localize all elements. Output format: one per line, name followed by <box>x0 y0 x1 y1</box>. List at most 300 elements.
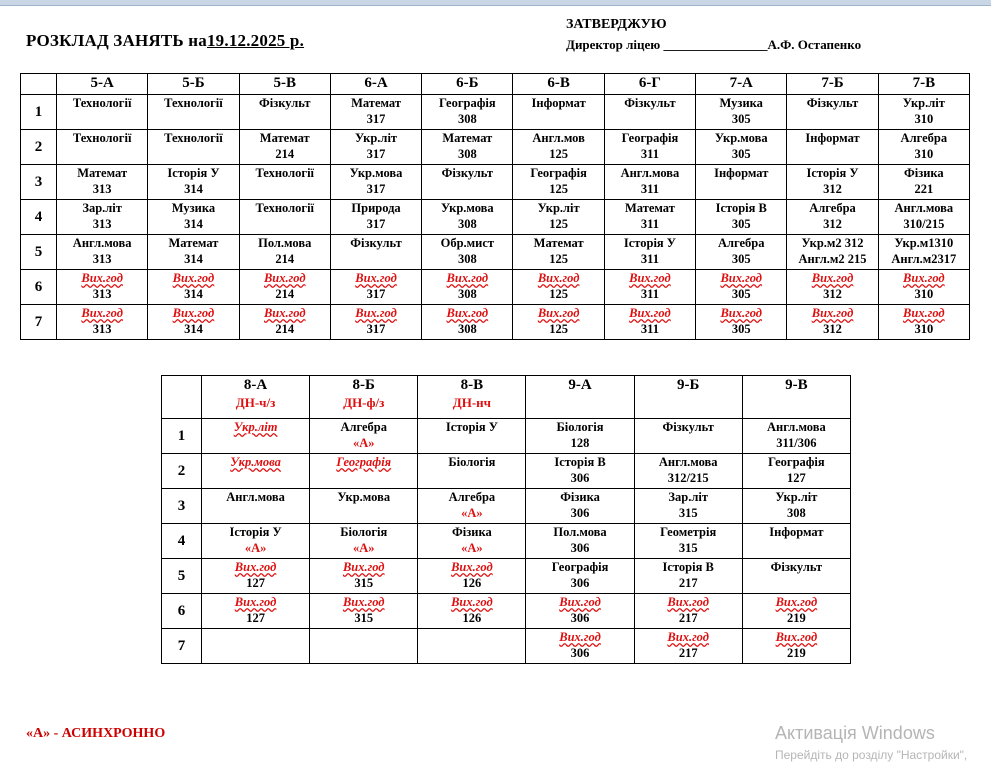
room-number: 313 <box>92 217 112 231</box>
room-number: 127 <box>246 611 265 625</box>
subject-name: Вих.год <box>559 595 601 609</box>
lesson-cell <box>787 270 878 305</box>
room-number: 308 <box>457 147 477 161</box>
subject-name: Зар.літ <box>82 201 122 215</box>
lesson-cell <box>634 419 742 454</box>
subject-name: Вих.год <box>537 306 580 320</box>
lesson-cell <box>239 200 330 235</box>
lesson-cell <box>526 629 634 664</box>
class-header: 7-Б <box>787 74 878 95</box>
room-number: 125 <box>549 252 568 266</box>
room-number: 317 <box>366 182 386 196</box>
subject-name: Укр.мова <box>440 201 494 215</box>
room-number: 314 <box>184 217 203 231</box>
room-number: 305 <box>731 112 751 126</box>
lesson-cell <box>526 594 634 629</box>
lesson-cell <box>148 95 239 130</box>
subject-name: Вих.год <box>355 271 397 285</box>
room-number: Англ.м2317 <box>891 252 957 266</box>
subject-name: Укр.літ <box>537 201 580 215</box>
lesson-cell <box>148 200 239 235</box>
lesson-cell <box>526 419 634 454</box>
lesson-cell <box>526 454 634 489</box>
room-number: 308 <box>457 287 477 301</box>
lesson-cell <box>513 200 604 235</box>
subject-name: Алгебра <box>809 201 856 215</box>
lesson-cell <box>634 489 742 524</box>
room-number: 312 <box>823 182 842 196</box>
subject-name: Технології <box>255 201 315 215</box>
lesson-cell <box>57 270 148 305</box>
subject-name: Історія У <box>445 420 498 434</box>
room-number: 306 <box>570 576 590 590</box>
lesson-cell <box>526 559 634 594</box>
page-title <box>26 31 304 51</box>
lesson-cell <box>604 235 695 270</box>
room-number: 128 <box>570 436 590 450</box>
subject-name: Інформат <box>531 96 586 110</box>
subject-name: Технології <box>164 96 223 110</box>
distance-learning-mode: ДН-ч/з <box>235 395 276 410</box>
table-row <box>162 454 851 489</box>
room-number: 305 <box>731 322 751 336</box>
room-number: 219 <box>787 646 806 660</box>
subject-name: Вих.год <box>811 306 854 320</box>
subject-name: Вих.год <box>811 271 854 285</box>
subject-name: Географія <box>768 455 825 469</box>
class-header <box>526 376 634 419</box>
room-number: 312 <box>823 287 842 301</box>
subject-name: Зар.літ <box>668 490 708 504</box>
lesson-cell <box>422 130 513 165</box>
room-number: «А» <box>352 541 375 555</box>
lesson-cell <box>310 629 418 664</box>
subject-name: Фізкульт <box>350 236 402 250</box>
subject-name: Вих.год <box>629 306 671 320</box>
subject-name: Природа <box>351 201 401 215</box>
title-date: 19.12.2025 р. <box>206 31 305 50</box>
subject-name: Пол.мова <box>258 236 312 250</box>
room-number: 214 <box>275 287 295 301</box>
subject-name: Вих.год <box>667 595 709 609</box>
lesson-cell <box>604 165 695 200</box>
lesson-cell <box>422 165 513 200</box>
lesson-cell <box>742 489 850 524</box>
subject-name: Англ.мова <box>226 490 285 504</box>
room-number: 306 <box>570 471 590 485</box>
room-number: 125 <box>549 287 568 301</box>
subject-name: Біологія <box>556 420 604 434</box>
lesson-cell <box>513 130 604 165</box>
lesson-cell <box>418 419 526 454</box>
lesson-cell <box>202 419 310 454</box>
room-number: 311 <box>640 252 659 266</box>
subject-name: Вих.год <box>720 306 763 320</box>
title-prefix: РОЗКЛАД ЗАНЯТЬ на <box>26 31 207 50</box>
room-number: 317 <box>366 147 386 161</box>
lesson-cell <box>418 524 526 559</box>
lesson-cell <box>787 235 878 270</box>
room-number: 214 <box>275 147 295 161</box>
lesson-cell <box>202 559 310 594</box>
subject-name: Технології <box>72 96 132 110</box>
subject-name: Географія <box>621 131 679 145</box>
lesson-cell <box>604 270 695 305</box>
subject-name: Математ <box>351 96 401 110</box>
room-number: 310/215 <box>903 217 945 231</box>
subject-name: Фізика <box>903 166 944 180</box>
subject-name: Вих.год <box>81 306 123 320</box>
subject-name: Вих.год <box>234 560 277 574</box>
lesson-cell <box>418 629 526 664</box>
class-header: 5-Б <box>148 74 239 95</box>
lesson-number: 7 <box>162 629 202 664</box>
lesson-cell <box>239 95 330 130</box>
lesson-cell <box>57 165 148 200</box>
lesson-cell <box>878 165 969 200</box>
subject-name: Вих.год <box>451 560 493 574</box>
room-number: 306 <box>570 646 590 660</box>
subject-name: Англ.мова <box>894 201 954 215</box>
lesson-cell <box>57 130 148 165</box>
lesson-cell <box>239 305 330 340</box>
subject-name: Вих.год <box>172 271 215 285</box>
lesson-number: 3 <box>21 165 57 200</box>
subject-name: Вих.год <box>342 560 385 574</box>
class-header <box>418 376 526 419</box>
lesson-cell <box>696 200 787 235</box>
subject-name: Пол.мова <box>553 525 607 539</box>
class-name: 9-В <box>785 377 808 393</box>
subject-name: Вих.год <box>263 271 306 285</box>
subject-name: Географія <box>530 166 587 180</box>
lesson-cell <box>418 559 526 594</box>
lesson-cell <box>696 235 787 270</box>
subject-name: Математ <box>442 131 493 145</box>
room-number: 217 <box>678 611 698 625</box>
lesson-cell <box>330 270 421 305</box>
subject-name: Фізкульт <box>441 166 494 180</box>
lesson-cell <box>878 130 969 165</box>
lesson-cell <box>787 305 878 340</box>
approval-block <box>566 15 861 55</box>
subject-name: Алгебра <box>448 490 496 504</box>
lesson-cell <box>604 130 695 165</box>
lesson-cell <box>148 305 239 340</box>
lesson-number: 2 <box>21 130 57 165</box>
lesson-number: 6 <box>21 270 57 305</box>
subject-name: Технології <box>255 166 315 180</box>
lesson-cell <box>310 559 418 594</box>
room-number: Англ.м2 215 <box>798 252 867 266</box>
subject-name: Математ <box>259 131 310 145</box>
room-number: 308 <box>457 112 477 126</box>
subject-name: Математ <box>77 166 128 180</box>
lesson-cell <box>239 165 330 200</box>
table-row <box>21 305 970 340</box>
lesson-cell <box>310 454 418 489</box>
lesson-cell <box>148 130 239 165</box>
lesson-cell <box>634 629 742 664</box>
room-number: 306 <box>570 611 590 625</box>
async-note: «А» - АСИНХРОННО <box>26 726 166 741</box>
lesson-cell <box>202 489 310 524</box>
room-number: 221 <box>914 182 934 196</box>
subject-name: Вих.год <box>263 306 306 320</box>
subject-name: Укр.мова <box>714 131 768 145</box>
lesson-cell <box>742 524 850 559</box>
room-number: 310 <box>914 147 934 161</box>
lesson-cell <box>513 165 604 200</box>
table-row <box>21 200 970 235</box>
class-header: 6-В <box>513 74 604 95</box>
class-name: 9-А <box>568 377 592 393</box>
class-header: 6-Б <box>422 74 513 95</box>
subject-name: Фізкульт <box>770 560 823 574</box>
lesson-cell <box>526 524 634 559</box>
lesson-cell <box>202 629 310 664</box>
subject-name: Вих.год <box>446 271 489 285</box>
subject-name: Історія У <box>229 525 282 539</box>
lesson-cell <box>57 305 148 340</box>
class-name: 8-А <box>243 377 268 393</box>
subject-name: Фізика <box>560 490 600 504</box>
subject-name: Вих.год <box>451 595 493 609</box>
lesson-cell <box>418 489 526 524</box>
subject-name: Математ <box>624 201 675 215</box>
lesson-cell <box>742 594 850 629</box>
lesson-cell <box>239 270 330 305</box>
subject-name: Укр.мова <box>337 490 391 504</box>
lesson-cell <box>513 270 604 305</box>
room-number: 311 <box>640 322 659 336</box>
lesson-number: 2 <box>162 454 202 489</box>
room-number: 219 <box>787 611 806 625</box>
room-number: 311 <box>640 217 659 231</box>
lesson-number: 1 <box>21 95 57 130</box>
room-number: 306 <box>570 506 590 520</box>
subject-name: Біологія <box>448 455 496 469</box>
lesson-cell <box>878 95 969 130</box>
table-row <box>21 95 970 130</box>
room-number: 317 <box>366 217 386 231</box>
lesson-cell <box>634 454 742 489</box>
table-header-row <box>162 376 851 419</box>
lesson-cell <box>330 200 421 235</box>
room-number: 317 <box>366 287 386 301</box>
room-number: 126 <box>462 611 482 625</box>
class-header <box>742 376 850 419</box>
director-line: Директор ліцею ________________А.Ф. Остапенко <box>566 37 862 52</box>
subject-name: Географія <box>336 455 392 469</box>
subject-name: Вих.год <box>234 595 277 609</box>
lesson-cell <box>742 454 850 489</box>
lesson-cell <box>422 200 513 235</box>
subject-name: Математ <box>168 236 219 250</box>
lesson-number: 6 <box>162 594 202 629</box>
lesson-cell <box>422 305 513 340</box>
lesson-cell <box>604 305 695 340</box>
lesson-number: 1 <box>162 419 202 454</box>
subject-name: Фізкульт <box>806 96 859 110</box>
subject-name: Вих.год <box>667 630 709 644</box>
room-number: 214 <box>275 322 295 336</box>
room-number: 315 <box>354 576 374 590</box>
room-number: 312 <box>823 217 842 231</box>
lesson-cell <box>57 235 148 270</box>
subject-name: Вих.год <box>775 595 818 609</box>
subject-name: Вих.год <box>559 630 601 644</box>
subject-name: Технології <box>164 131 223 145</box>
subject-name: Англ.мов <box>532 131 585 145</box>
subject-name: Англ.мова <box>658 455 718 469</box>
table-row <box>21 235 970 270</box>
class-header: 7-А <box>696 74 787 95</box>
room-number: 305 <box>731 217 751 231</box>
lesson-cell <box>148 270 239 305</box>
room-number: 313 <box>92 322 112 336</box>
room-number: 315 <box>354 611 374 625</box>
subject-name: Фізкульт <box>662 420 714 434</box>
subject-name: Укр.мова <box>349 166 403 180</box>
lesson-cell <box>330 305 421 340</box>
room-number: 308 <box>457 322 477 336</box>
subject-name: Вих.год <box>720 271 763 285</box>
lesson-cell <box>418 454 526 489</box>
lesson-cell <box>878 235 969 270</box>
room-number: «А» <box>461 541 483 555</box>
room-number: 310 <box>914 287 934 301</box>
lesson-cell <box>148 165 239 200</box>
table-row <box>162 524 851 559</box>
lesson-cell <box>310 419 418 454</box>
subject-name: Інформат <box>714 166 769 180</box>
class-header: 5-А <box>57 74 148 95</box>
room-number: 308 <box>457 252 477 266</box>
lesson-cell <box>202 454 310 489</box>
subject-name: Геометрія <box>660 525 717 539</box>
lesson-cell <box>878 270 969 305</box>
room-number: 217 <box>678 646 698 660</box>
room-number: 310 <box>914 322 934 336</box>
class-name: 8-Б <box>352 377 375 393</box>
lesson-cell <box>787 130 878 165</box>
room-number: 313 <box>92 182 112 196</box>
room-number: 311 <box>640 287 659 301</box>
lesson-cell <box>604 95 695 130</box>
subject-name: Історія В <box>554 455 606 469</box>
subject-name: Вих.год <box>903 271 945 285</box>
subject-name: Вих.год <box>342 595 385 609</box>
room-number: 125 <box>549 147 568 161</box>
lesson-cell <box>787 95 878 130</box>
room-number: 312/215 <box>667 471 709 485</box>
table-header-row <box>21 74 970 95</box>
lesson-cell <box>330 130 421 165</box>
lesson-cell <box>742 419 850 454</box>
room-number: 308 <box>457 217 477 231</box>
subject-name: Вих.год <box>172 306 215 320</box>
room-number: «А» <box>244 541 267 555</box>
lesson-cell <box>330 235 421 270</box>
lesson-number: 7 <box>21 305 57 340</box>
room-number: 315 <box>678 506 698 520</box>
lesson-cell <box>634 559 742 594</box>
lesson-cell <box>513 235 604 270</box>
subject-name: Вих.год <box>355 306 397 320</box>
subject-name: Укр.мова <box>230 455 281 469</box>
lesson-cell <box>422 95 513 130</box>
approve-label: ЗАТВЕРДЖУЮ <box>566 17 667 32</box>
subject-name: Англ.мова <box>767 420 826 434</box>
windows-activation-subtext: Перейдіть до розділу "Настройки", <box>775 748 968 762</box>
table-row <box>162 594 851 629</box>
room-number: 311/306 <box>776 436 817 450</box>
windows-activation-watermark: Активація Windows <box>775 723 935 743</box>
subject-name: Історія В <box>715 201 767 215</box>
subject-name: Англ.мова <box>620 166 680 180</box>
schedule-table-grades-5-7 <box>20 73 970 340</box>
room-number: 214 <box>275 252 295 266</box>
lesson-number: 4 <box>162 524 202 559</box>
room-number: 317 <box>366 322 386 336</box>
lesson-cell <box>513 95 604 130</box>
subject-name: Фізкульт <box>624 96 676 110</box>
room-number: 126 <box>462 576 482 590</box>
class-name: 9-Б <box>676 377 700 393</box>
room-number: 125 <box>549 182 568 196</box>
room-number: 313 <box>92 252 112 266</box>
room-number: 314 <box>184 322 203 336</box>
room-number: «А» <box>352 436 375 450</box>
lesson-cell <box>330 95 421 130</box>
lesson-cell <box>696 165 787 200</box>
lesson-cell <box>148 235 239 270</box>
subject-name: Історія В <box>662 560 714 574</box>
lesson-cell <box>787 200 878 235</box>
lesson-cell <box>202 524 310 559</box>
room-number: 127 <box>787 471 806 485</box>
subject-name: Вих.год <box>903 306 945 320</box>
subject-name: Інформат <box>769 525 824 539</box>
lesson-cell <box>787 165 878 200</box>
class-header <box>202 376 310 419</box>
lesson-number: 3 <box>162 489 202 524</box>
corner-cell <box>21 74 57 95</box>
lesson-cell <box>57 95 148 130</box>
class-header: 6-Г <box>604 74 695 95</box>
room-number: 127 <box>246 576 265 590</box>
class-header <box>634 376 742 419</box>
room-number: 305 <box>731 147 751 161</box>
room-number: 315 <box>678 541 698 555</box>
lesson-cell <box>742 559 850 594</box>
subject-name: Вих.год <box>775 630 818 644</box>
subject-name: Географія <box>439 96 496 110</box>
lesson-cell <box>422 235 513 270</box>
lesson-cell <box>422 270 513 305</box>
lesson-cell <box>696 270 787 305</box>
subject-name: Англ.мова <box>72 236 132 250</box>
table-row <box>162 489 851 524</box>
subject-name: Історія У <box>623 236 676 250</box>
class-header: 7-В <box>878 74 969 95</box>
table-row <box>162 559 851 594</box>
subject-name: Історія У <box>167 166 220 180</box>
table-row <box>21 130 970 165</box>
room-number: 305 <box>731 252 751 266</box>
subject-name: Укр.літ <box>775 490 818 504</box>
